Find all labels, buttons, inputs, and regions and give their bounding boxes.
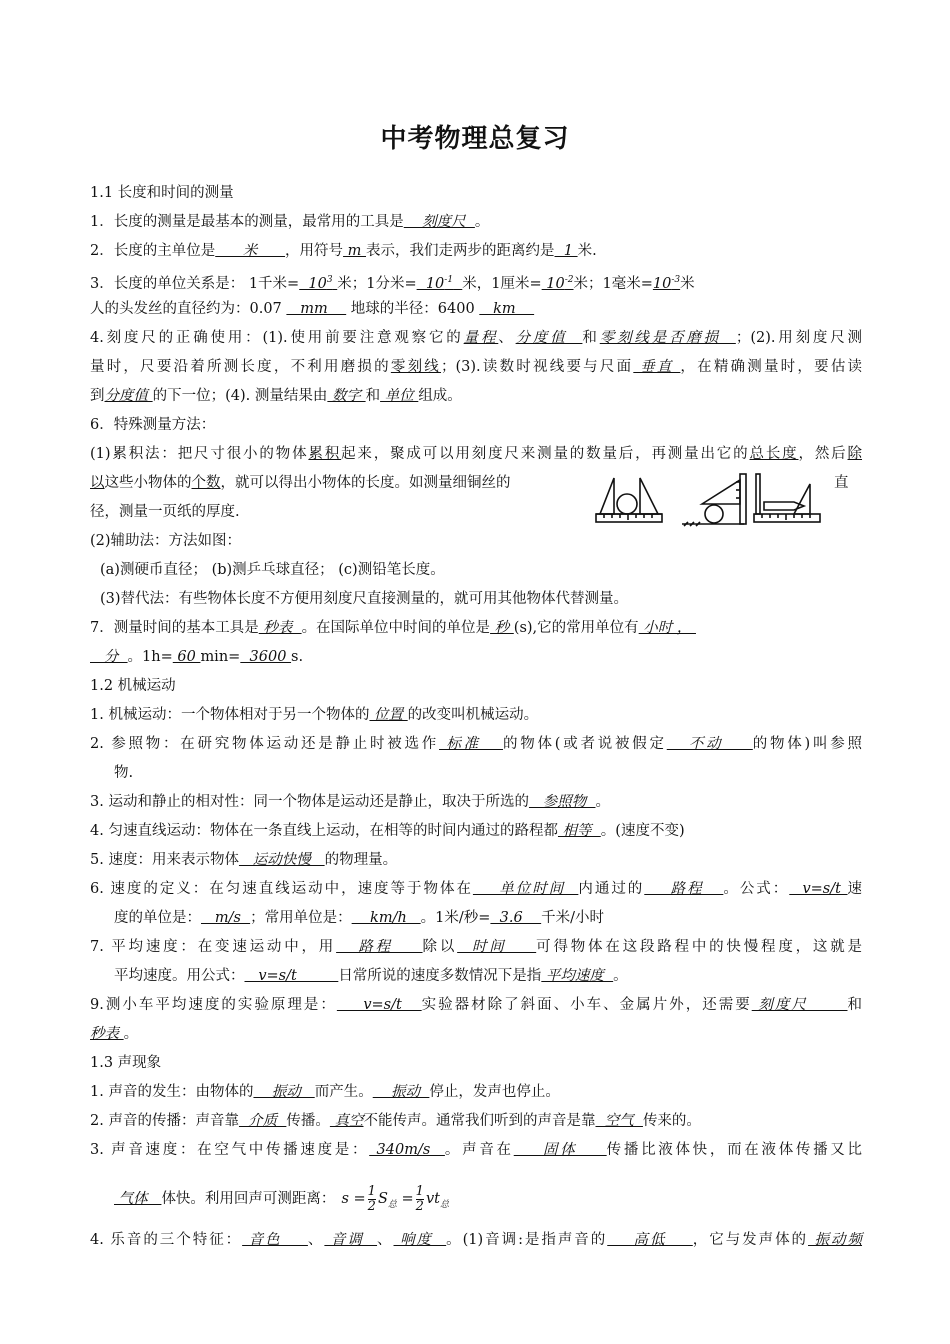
item-1-2-5: 5. 速度：用来表示物体 运动快慢 的物理量。 (90, 852, 398, 868)
item-1-1-q6b-tail: 直 (834, 475, 849, 491)
item-1-3-3b: 气体 体快。利用回声可测距离： s = $\frac{1}{2}$ $S_总$ = $\frac{1}{2}$ $vt_总$ (114, 1183, 449, 1214)
item-1-3-4: 4. 乐音的三个特征： 音色 、 音调 、 响度 。(1)音调:是指声音的 高低 ，它与发声体的 振动频 (90, 1232, 863, 1248)
item-1-1-q6a: (1)累积法：把尺寸很小的物体累积起来，聚成可以用刻度尺来测量的数量后，再测量出它的总长度，然后除 (90, 446, 863, 462)
section-heading-1-2: 1.2 机械运动 (90, 678, 176, 694)
item-1-1-q6c: 径，测量一页纸的厚度. (90, 504, 240, 520)
item-1-1-q2: 2．长度的主单位是 米 ，用符号 m 表示，我们走两步的距离约是 1 米. (90, 243, 597, 259)
item-1-2-2b: 物. (114, 765, 134, 781)
item-1-1-q3b: 人的头发丝的直径约为：0.07 mm 地球的半径：6400 km (90, 301, 535, 317)
item-1-1-q6: 6．特殊测量方法： (90, 417, 216, 433)
item-1-1-q7b: 分 。1h= 60 min= 3600 s. (90, 649, 304, 665)
item-1-1-q6b: 以这些小物体的个数，就可以得出小物体的长度。如测量细铜丝的 (90, 475, 511, 491)
item-1-1-q4c: 到分度值 的下一位；(4). 测量结果由 数字 和 单位 组成。 (90, 388, 462, 404)
item-1-2-1: 1. 机械运动：一个物体相对于另一个物体的 位置 的改变叫机械运动。 (90, 707, 539, 723)
item-1-1-q7a: 7．测量时间的基本工具是 秒表 。在国际单位中时间的单位是 秒 (s),它的常用单位有 小时 ， (90, 620, 696, 636)
echo-distance-formula: s = $\frac{1}{2}$ $S_总$ = $\frac{1}{2}$ $vt_总$ (341, 1183, 449, 1214)
item-1-2-9b: 秒表 。 (90, 1026, 139, 1042)
item-1-2-7b: 平均速度。用公式： v=s/t 日常所说的速度多数情况下是指 平均速度 。 (114, 968, 628, 984)
item-1-1-q6f: (3)替代法：有些物体长度不方便用刻度尺直接测量的，就可用其他物体代替测量。 (100, 591, 629, 607)
item-1-3-2: 2. 声音的传播：声音靠 介质 传播。 真空不能传声。通常我们听到的声音是靠 空气 传来的。 (90, 1113, 701, 1129)
measuring-methods-figure (594, 468, 822, 528)
item-1-2-3: 3. 运动和静止的相对性：同一个物体是运动还是静止，取决于所选的 参照物 。 (90, 794, 610, 810)
item-1-3-1: 1. 声音的发生：由物体的 振动 而产生。 振动 停止，发声也停止。 (90, 1084, 560, 1100)
item-1-1-q6d: (2)辅助法：方法如图： (90, 533, 242, 549)
item-1-2-4: 4. 匀速直线运动：物体在一条直线上运动，在相等的时间内通过的路程都 相等 。(速度不变) (90, 823, 685, 839)
item-1-2-9: 9.测小车平均速度的实验原理是： v=s/t 实验器材除了斜面、小车、金属片外，还需要 刻度尺 和 (90, 997, 862, 1013)
item-1-2-6b: 度的单位是： m/s ；常用单位是： km/h 。1米/秒= 3.6 千米/小时 (114, 910, 605, 926)
item-1-1-q4a: 4.刻度尺的正确使用：(1).使用前要注意观察它的量程、分度值 和零刻线是否磨损 ；(2).用刻度尺测 (90, 330, 863, 346)
item-1-2-7: 7. 平均速度：在变速运动中，用 路程 除以 时间 可得物体在这段路程中的快慢程度，这就是 (90, 939, 863, 955)
item-1-2-2: 2. 参照物：在研究物体运动还是静止时被选作 标准 的物体(或者说被假定 不动 的物体)叫参照 (90, 736, 862, 752)
section-heading-1-3: 1.3 声现象 (90, 1055, 162, 1071)
item-1-3-3: 3. 声音速度：在空气中传播速度是： 340m/s 。声音在 固体 传播比液体快，而在液体传播又比 (90, 1142, 863, 1158)
item-1-1-q4b: 量时，尺要沿着所测长度，不利用磨损的零刻线；(3).读数时视线要与尺面 垂直 ，在精确测量时，要估读 (90, 359, 863, 375)
item-1-1-q6e: (a)测硬币直径； (b)测乒乓球直径； (c)测铅笔长度。 (100, 562, 445, 578)
item-1-1-q1: 1．长度的测量是最基本的测量，最常用的工具是 刻度尺 。 (90, 214, 490, 230)
item-1-2-6: 6. 速度的定义：在匀速直线运动中，速度等于物体在 单位时间 内通过的 路程 。公式： v=s/t 速 (90, 881, 863, 897)
page-title: 中考物理总复习 (380, 124, 570, 154)
item-1-1-q3: 3．长度的单位关系是： 1千米= $10^3$ 米；1分米= $10^{-1}$ 米，1厘米= $10^{-2}$米；1毫米$=10^{-3}$米 (90, 275, 695, 292)
section-heading-1-1: 1.1 长度和时间的测量 (90, 185, 234, 201)
